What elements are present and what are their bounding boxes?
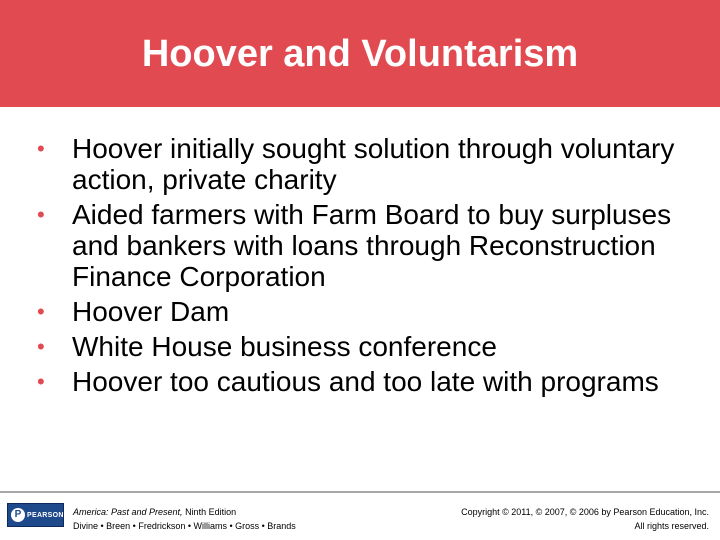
footer-authors: Divine • Breen • Fredrickson • Williams • Gross • Brands <box>73 521 296 531</box>
pearson-logo-icon: P <box>11 508 25 522</box>
publisher-logo <box>7 503 64 527</box>
rights-text: All rights reserved. <box>634 521 709 531</box>
bullet-item <box>34 199 694 292</box>
bullet-text: Hoover Dam <box>72 296 230 327</box>
bullet-item <box>34 133 694 195</box>
footer-copyright <box>461 505 709 533</box>
bullet-item <box>34 296 694 327</box>
bullet-marker: • <box>37 136 45 161</box>
bullet-text: Hoover too cautious and too late with programs <box>72 366 659 397</box>
footer-divider <box>0 491 720 493</box>
bullet-marker: • <box>37 202 45 227</box>
book-edition: Ninth Edition <box>182 507 237 517</box>
title-bar <box>0 0 720 107</box>
bullet-item <box>34 331 694 362</box>
bullet-marker: • <box>37 369 45 394</box>
slide-title: Hoover and Voluntarism <box>141 33 579 75</box>
bullet-list <box>34 133 694 401</box>
copyright-text: Copyright © 2011, © 2007, © 2006 by Pearson Education, Inc. <box>461 507 709 517</box>
bullet-item <box>34 366 694 397</box>
bullet-marker: • <box>37 334 45 359</box>
logo-text: PEARSON <box>27 512 64 519</box>
book-title: America: Past and Present, <box>73 507 183 517</box>
footer-title-line <box>73 505 296 519</box>
bullet-marker: • <box>37 299 45 324</box>
footer-book-info <box>73 505 296 533</box>
bullet-text: Hoover initially sought solution through voluntary action, private charity <box>72 133 675 195</box>
bullet-text: White House business conference <box>72 331 497 362</box>
bullet-text: Aided farmers with Farm Board to buy surpluses and bankers with loans through Reconstruction Finance Corporation <box>72 199 672 292</box>
